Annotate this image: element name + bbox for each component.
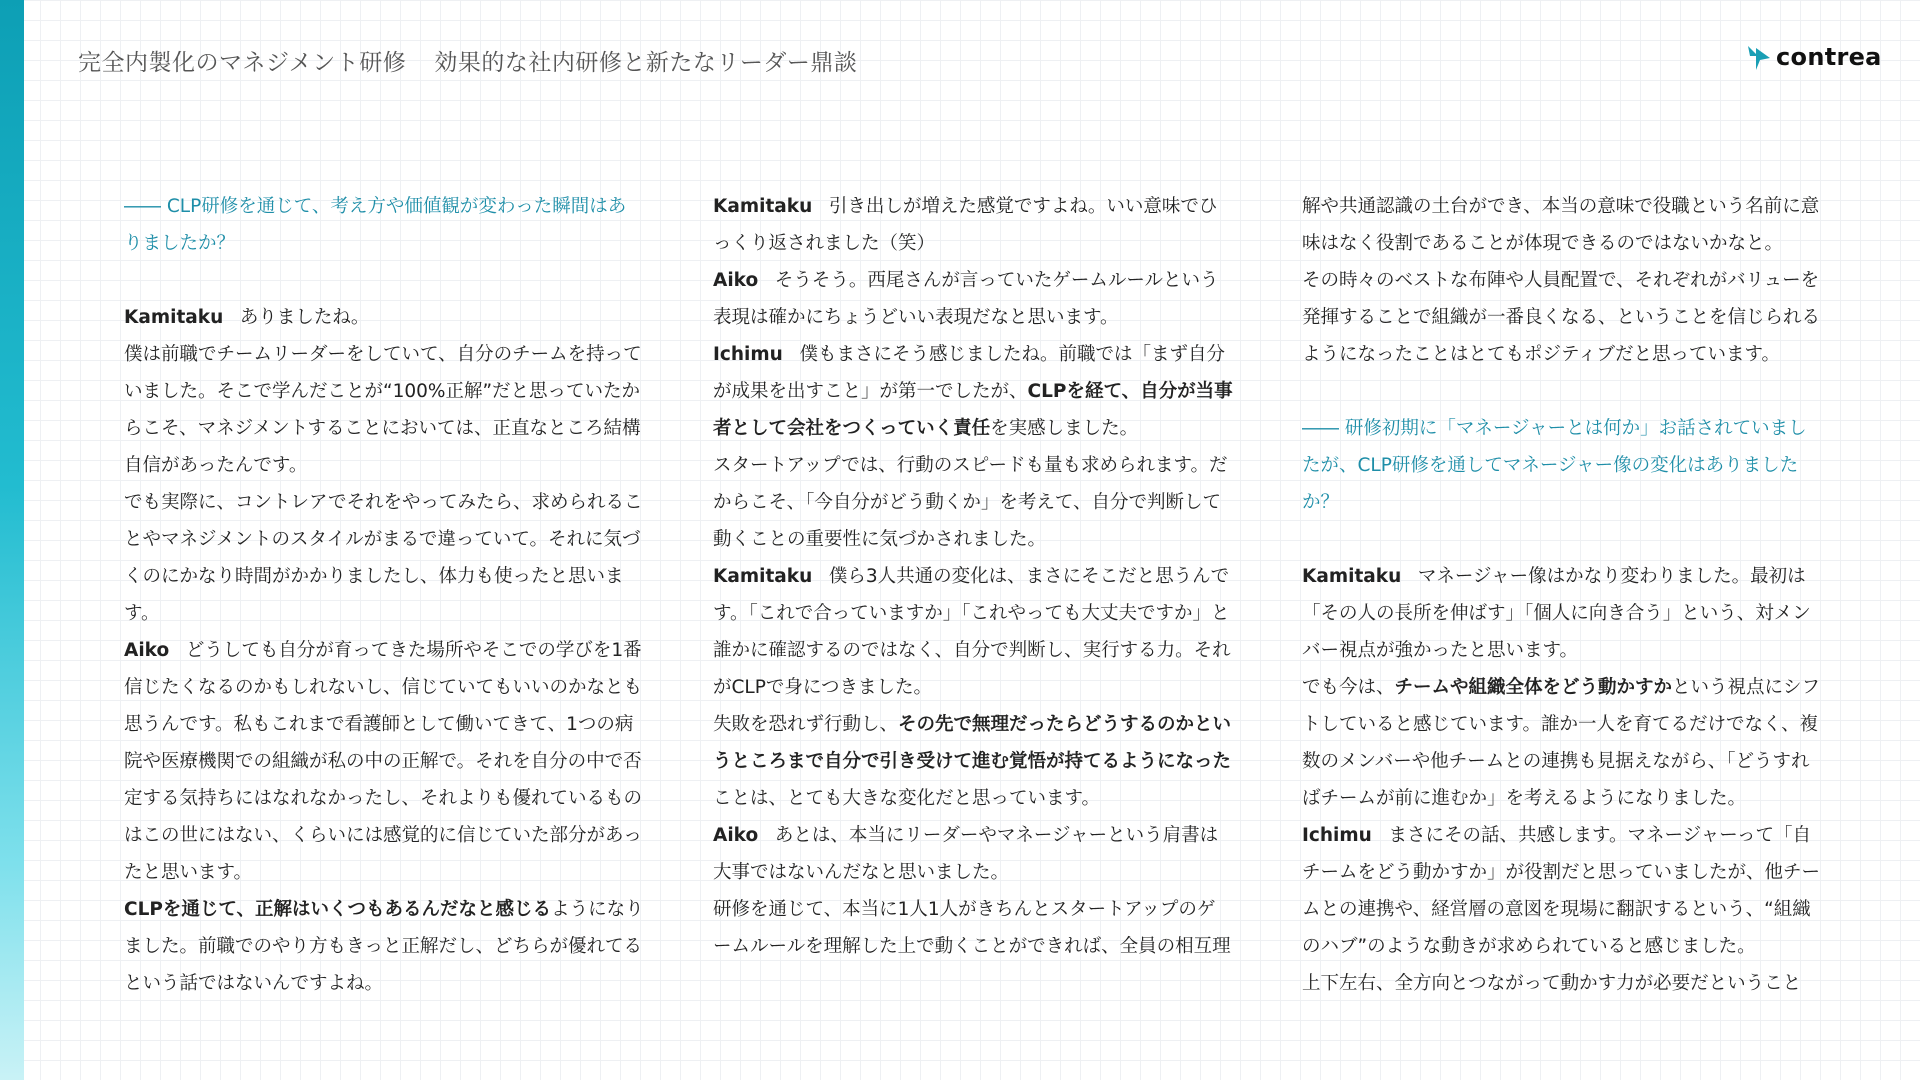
contrea-logo [1746, 42, 1882, 72]
paragraph [124, 632, 644, 891]
title-main: 完全内製化のマネジメント研修 [78, 50, 407, 76]
paragraph-text: ようになりました。前職でのやり方もきっと正解だし、どちらが優れてるという話ではないんですよね。 [124, 899, 644, 994]
paragraph-text: どうしても自分が育ってきた場所やそこでの学びを1番信じたくなるのかもしれないし、信じていてもいいのかなとも思うんです。私もこれまで看護師として働いてきて、1つの病院や医療機関での組織が私の中の正解で。それを自分の中で否定する気持ちにはなれなかったし、それよりも優れているものはこの世にはない、くらいには感覚的に信じていた部分があったと思います。 [124, 640, 643, 883]
speaker-name: Aiko [124, 640, 170, 661]
paragraph [713, 558, 1233, 706]
title-sub: 効果的な社内研修と新たなリーダー鼎談 [434, 50, 858, 76]
paragraph-text: 失敗を恐れず行動し、 [713, 714, 899, 735]
paragraph-text: マネージャー像はかなり変わりました。最初は「その人の長所を伸ばす」「個人に向き合う」という、対メンバー視点が強かったと思います。 [1302, 566, 1811, 661]
paragraph-text: ことは、とても大きな変化だと思っています。 [713, 788, 1101, 809]
speaker-name: Ichimu [713, 344, 783, 365]
paragraph: 研修を通じて、本当に1人1人がきちんとスタートアップのゲームルールを理解した上で動くことができれば、全員の相互理 [713, 899, 1231, 957]
paragraph-text: 僕もまさにそう感じましたね。前職では「まず自分が成果を出すこと」が第一でしたが、 [713, 344, 1225, 402]
paragraph-text: そうそう。西尾さんが言っていたゲームルールという表現は確かにちょうどいい表現だなと思います。 [713, 270, 1219, 328]
paragraph-text: あとは、本当にリーダーやマネージャーという肩書は大事ではないんだなと思いました。 [713, 825, 1219, 883]
paragraph-text: ありましたね。 [239, 307, 370, 328]
question-heading: ―― CLP研修を通じて、考え方や価値観が変わった瞬間はありましたか？ [124, 196, 627, 254]
side-accent-bar [0, 0, 24, 1080]
paragraph-text: 僕ら3人共通の変化は、まさにそこだと思うんです。「これで合っていますか」「これやっても大丈夫ですか」と誰かに確認するのではなく、自分で判断し、実行する力。それがCLPで身につきました。 [713, 566, 1231, 698]
column-1 [124, 188, 644, 1002]
paragraph-text: 引き出しが増えた感覚ですよね。いい意味でひっくり返されました（笑） [713, 196, 1218, 254]
speaker-name: Kamitaku [1302, 566, 1402, 587]
speaker-name: Kamitaku [713, 566, 813, 587]
paragraph: スタートアップでは、行動のスピードも量も求められます。だからこそ、「今自分がどう動くか」を考えて、自分で判断して動くことの重要性に気づかされました。 [713, 455, 1228, 550]
speaker-name: Aiko [713, 825, 759, 846]
paragraph-text: まさにその話、共感します。マネージャーって「自チームをどう動かすか」が役割だと思っていましたが、他チームとの連携や、経営層の意図を現場に翻訳するという、“組織のハブ”のような動きが求められていると感じました。 [1302, 825, 1821, 957]
speaker-name: Ichimu [1302, 825, 1372, 846]
emphasis-text: CLPを通じて、正解はいくつもあるんだなと感じる [124, 899, 552, 920]
paragraph: 上下左右、全方向とつながって動かす力が必要だということ [1302, 973, 1802, 994]
speaker-name: Aiko [713, 270, 759, 291]
paragraph [124, 891, 644, 1002]
paragraph [1302, 669, 1822, 817]
paragraph: 僕は前職でチームリーダーをしていて、自分のチームを持っていました。そこで学んだことが“100%正解”だと思っていたからこそ、マネジメントすることにおいては、正直なところ結構自信があったんです。 [124, 344, 642, 476]
paragraph [124, 299, 644, 336]
paragraph [713, 262, 1233, 336]
speaker-name: Kamitaku [124, 307, 224, 328]
paragraph-text: という視点にシフトしていると感じています。誰か一人を育てるだけでなく、複数のメンバーや他チームとの連携も見据えながら、「どうすればチームが前に進むか」を考えるようになりました。 [1302, 677, 1821, 809]
paragraph: その時々のベストな布陣や人員配置で、それぞれがバリューを発揮することで組織が一番良くなる、ということを信じられるようになったことはとてもポジティブだと思っています。 [1302, 270, 1821, 365]
logo-text: contrea [1776, 43, 1882, 71]
column-3 [1302, 188, 1822, 1002]
paragraph [713, 706, 1233, 817]
paragraph: 解や共通認識の土台ができ、本当の意味で役職という名前に意味はなく役割であることが体現できるのではないかなと。 [1302, 196, 1820, 254]
paragraph [713, 336, 1233, 447]
paragraph [1302, 558, 1822, 669]
question-heading: ―― 研修初期に「マネージャーとは何か」お話されていましたが、CLP研修を通してマネージャー像の変化はありましたか？ [1302, 418, 1807, 513]
emphasis-text: CLPを経て、自分が当事者として会社をつくっていく責任 [713, 381, 1233, 439]
paragraph-text: でも今は、 [1302, 677, 1395, 698]
paragraph: でも実際に、コントレアでそれをやってみたら、求められることやマネジメントのスタイルがまるで違っていて。それに気づくのにかなり時間がかかりましたし、体力も使ったと思います。 [124, 492, 643, 624]
paragraph [713, 188, 1233, 262]
emphasis-text: その先で無理だったらどうするのかというところまで自分で引き受けて進む覚悟が持てるようになった [713, 714, 1232, 772]
column-2 [713, 188, 1233, 965]
paragraph [1302, 817, 1822, 965]
paragraph [713, 817, 1233, 891]
emphasis-text: チームや組織全体をどう動かすか [1394, 677, 1673, 698]
speaker-name: Kamitaku [713, 196, 813, 217]
paragraph-text: を実感しました。 [990, 418, 1139, 439]
bird-icon [1746, 42, 1772, 72]
page-title [78, 44, 857, 77]
